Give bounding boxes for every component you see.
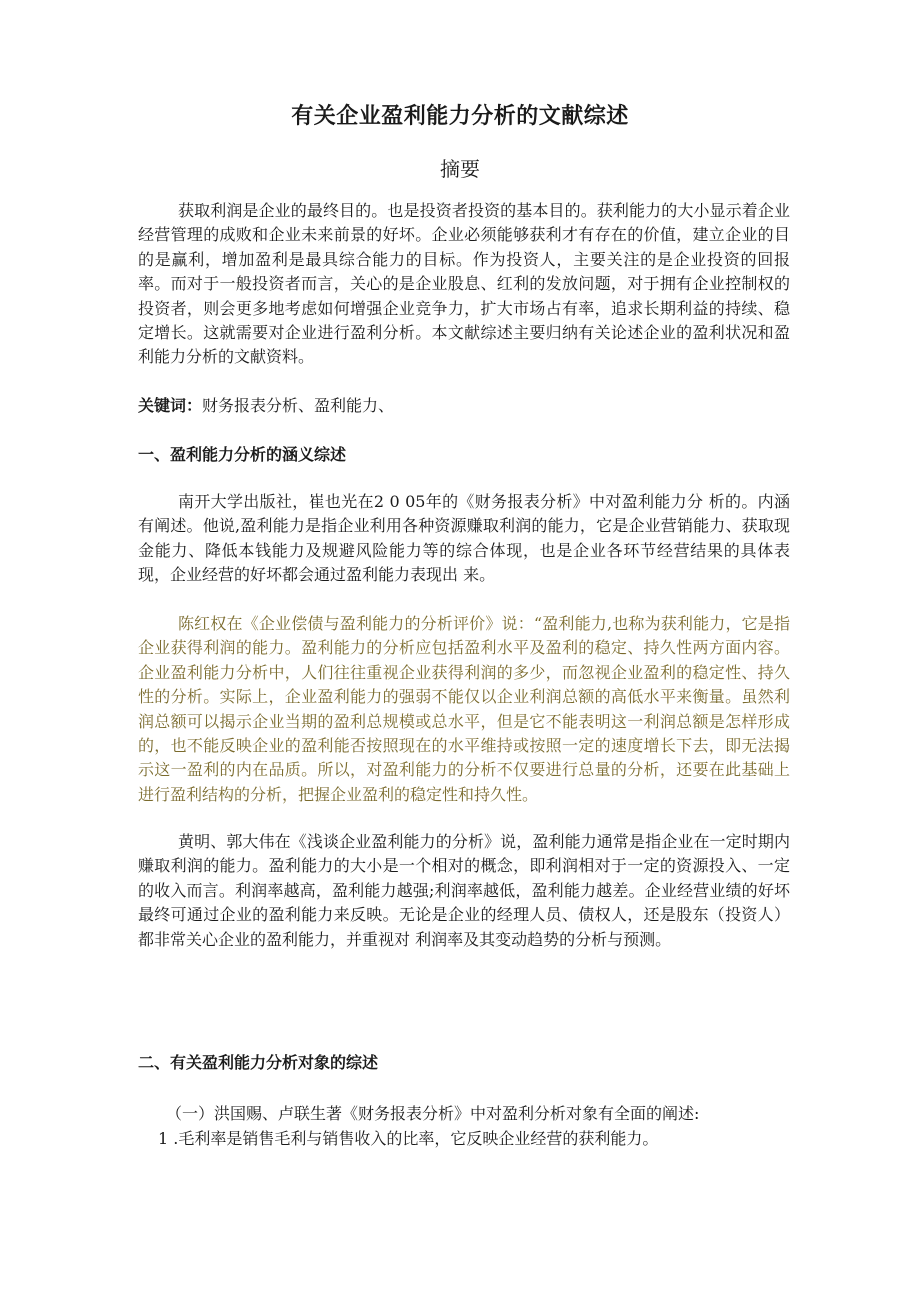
section-1-paragraph-3: 黄明、郭大伟在《浅谈企业盈利能力的分析》说，盈利能力通常是指企业在一定时期内赚取利润的能力。盈利能力的大小是一个相对的概念，即利润相对于一定的资源投入、一定的收入而言。利润率越高，盈利能力越强;利润率越低，盈利能力越差。企业经营业绩的好坏最终可通过企业的盈利能力来反映。无论是企业的经理人员、债权人，还是股东（投资人）都非常关心企业的盈利能力，并重视对 利润率及其变动趋势的分析与预测。 <box>138 832 790 949</box>
abstract-heading: 摘要 <box>440 157 480 181</box>
section-2-heading: 二、有关盈利能力分析对象的综述 <box>138 1053 379 1072</box>
document-title: 有关企业盈利能力分析的文献综述 <box>291 104 629 129</box>
section-2-list-item-1: 1 .毛利率是销售毛利与销售收入的比率，它反映企业经营的获利能力。 <box>158 1129 659 1148</box>
keywords-label: 关键词： <box>138 396 203 415</box>
section-1-paragraph-1: 南开大学出版社，崔也光在2 0 05年的《财务报表分析》中对盈利能力分 析的。内涵有阐述。他说,盈利能力是指企业利用各种资源赚取利润的能力，它是企业营销能力、获取现金能力、降低本钱能力及规避风险能力等的综合体现，也是企业各环节经营结果的具体表现，企业经营的好坏都会通过盈利能力表现出 来。 <box>138 492 790 585</box>
section-2-paragraph-1: （一）洪国赐、卢联生著《财务报表分析》中对盈利分析对象有全面的阐述: <box>166 1104 700 1123</box>
keywords-value: 财务报表分析、盈利能力、 <box>202 396 395 415</box>
abstract-paragraph: 获取利润是企业的最终目的。也是投资者投资的基本目的。获利能力的大小显示着企业经营管理的成败和企业未来前景的好坏。企业必须能够获利才有存在的价值，建立企业的目的是赢利，增加盈利是最具综合能力的目标。作为投资人，主要关注的是企业投资的回报率。而对于一般投资者而言，关心的是企业股息、红利的发放问题，对于拥有企业控制权的投资者，则会更多地考虑如何增强企业竞争力，扩大市场占有率，追求长期利益的持续、稳定增长。这就需要对企业进行盈利分析。本文献综述主要归纳有关论述企业的盈利状况和盈利能力分析的文献资料。 <box>138 201 790 367</box>
section-1-paragraph-2: 陈红权在《企业偿债与盈利能力的分析评价》说：“盈利能力,也称为获利能力，它是指企业获得利润的能力。盈利能力的分析应包括盈利水平及盈利的稳定、持久性两方面内容。企业盈利能力分析中，人们往往重视企业获得利润的多少，而忽视企业盈利的稳定性、持久性的分析。实际上，企业盈利能力的强弱不能仅以企业利润总额的高低水平来衡量。虽然利润总额可以揭示企业当期的盈利总规模或总水平，但是它不能表明这一利润总额是怎样形成的，也不能反映企业的盈利能否按照现在的水平维持或按照一定的速度增长下去，即无法揭示这一盈利的内在品质。所以，对盈利能力的分析不仅要进行总量的分析，还要在此基础上进行盈利结构的分析，把握企业盈利的稳定性和持久性。 <box>138 614 790 804</box>
keywords-line <box>138 394 790 418</box>
section-1-heading: 一、盈利能力分析的涵义综述 <box>138 445 347 464</box>
